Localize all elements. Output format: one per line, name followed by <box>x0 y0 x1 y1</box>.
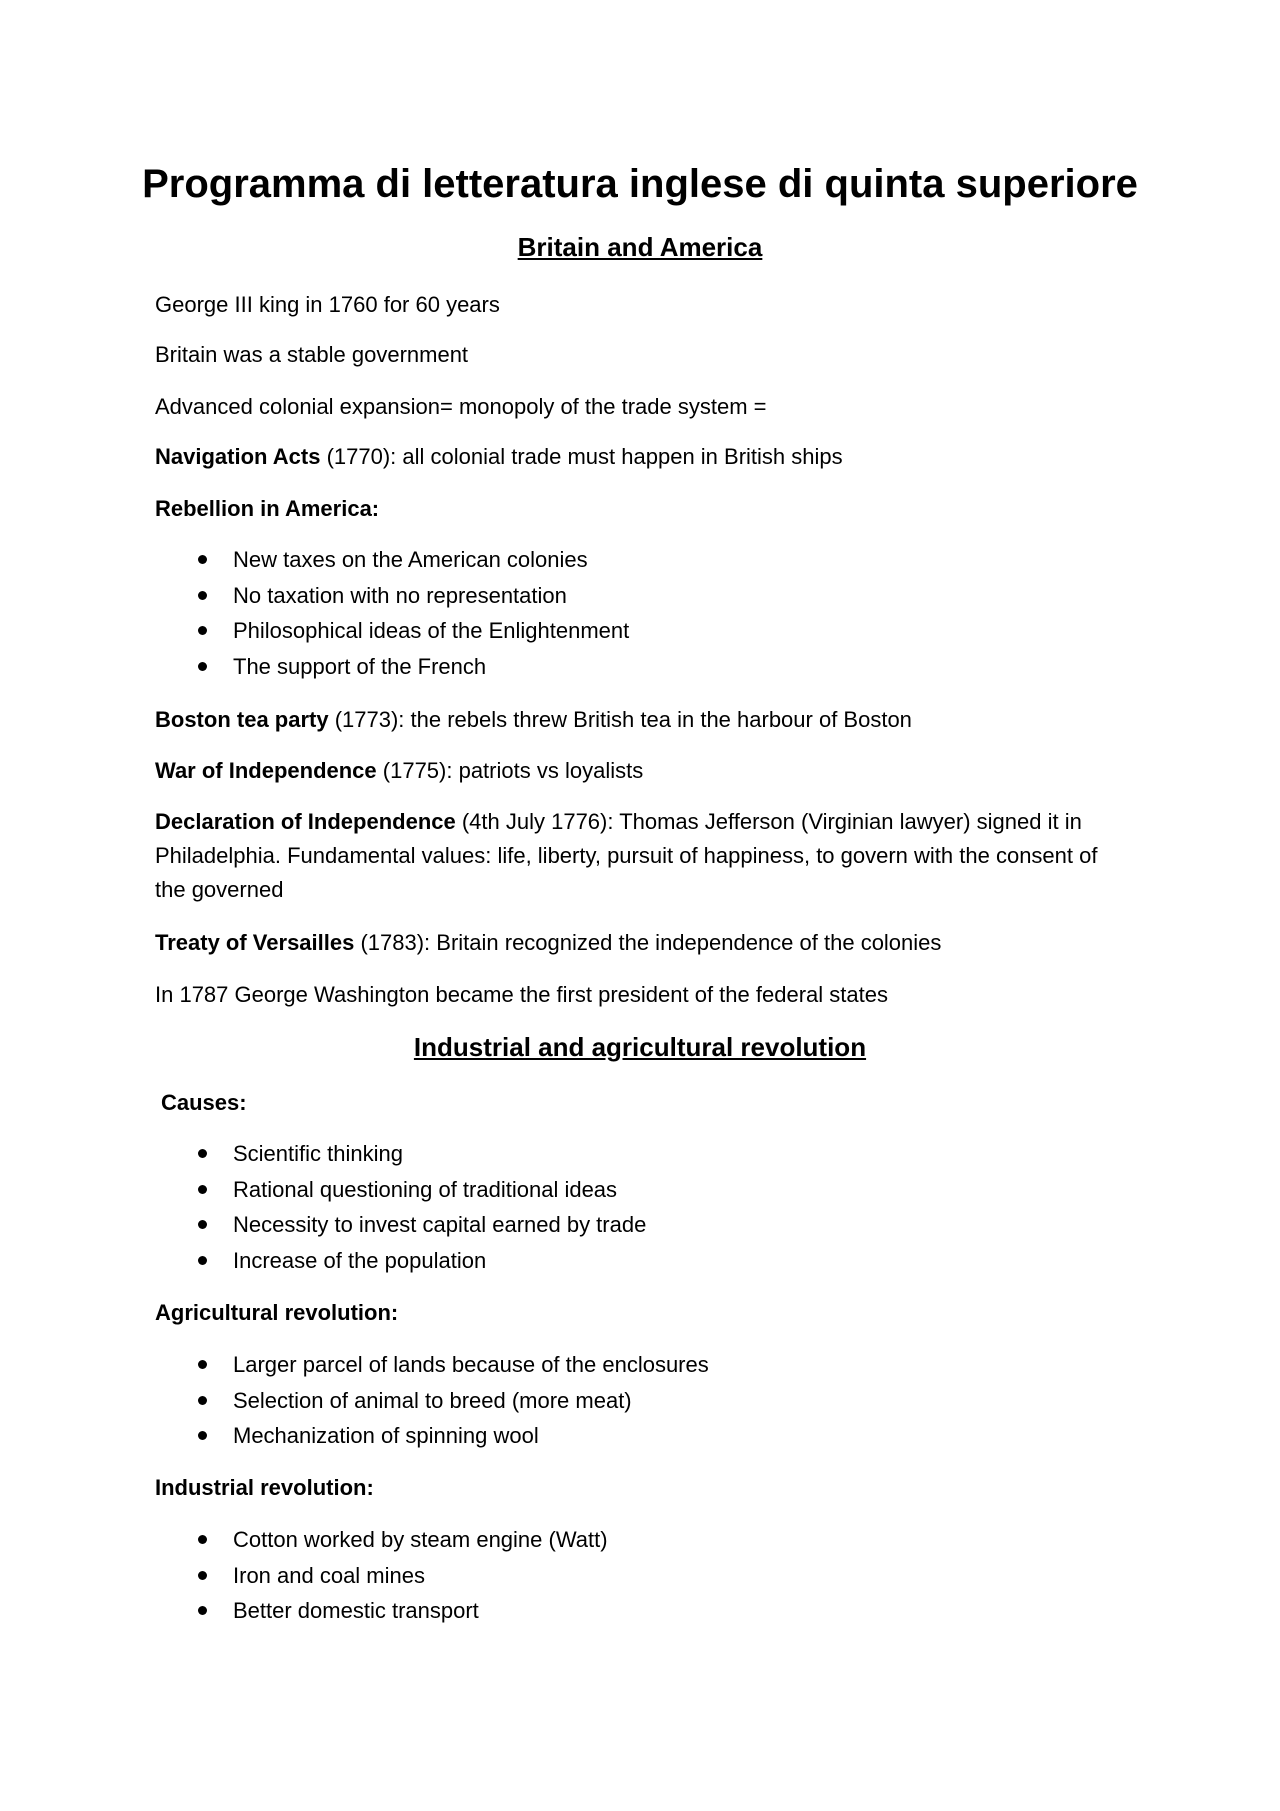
list-item <box>155 1383 1125 1419</box>
term-war-of-independence: War of Independence <box>155 758 377 783</box>
label-agricultural-revolution: Agricultural revolution: <box>155 1300 399 1325</box>
list-item <box>155 1243 1125 1279</box>
bullet-icon <box>198 1185 207 1194</box>
list-item-text: Better domestic transport <box>233 1598 479 1623</box>
list-item-text: Necessity to invest capital earned by trade <box>233 1212 647 1237</box>
bullet-icon <box>198 1571 207 1580</box>
term-navigation-acts: Navigation Acts <box>155 444 321 469</box>
paragraph-stable-government: Britain was a stable government <box>155 342 469 367</box>
paragraph-george-iii: George III king in 1760 for 60 years <box>155 292 500 317</box>
list-item-text: Mechanization of spinning wool <box>233 1423 539 1448</box>
list-item-text: Cotton worked by steam engine (Watt) <box>233 1527 608 1552</box>
paragraph-declaration-of-independence <box>155 805 1125 907</box>
section-heading-britain-america: Britain and America <box>517 232 763 262</box>
bullet-icon <box>198 1535 207 1544</box>
paragraph-colonial-expansion: Advanced colonial expansion= monopoly of the trade system = <box>155 394 767 419</box>
list-agricultural-revolution <box>155 1347 1125 1454</box>
bullet-icon <box>198 591 207 600</box>
list-industrial-revolution <box>155 1522 1125 1629</box>
bullet-icon <box>198 1149 207 1158</box>
list-item-text: Rational questioning of traditional ideas <box>233 1176 618 1202</box>
bullet-icon <box>198 1396 207 1405</box>
list-item <box>155 613 1125 649</box>
text-treaty-of-versailles: (1783): Britain recognized the independence of the colonies <box>354 930 942 955</box>
paragraph-boston-tea-party <box>155 703 1125 737</box>
list-item <box>155 1136 1125 1172</box>
label-industrial-revolution: Industrial revolution: <box>155 1475 374 1500</box>
bullet-icon <box>198 1431 207 1440</box>
paragraph-treaty-of-versailles <box>155 926 1125 960</box>
text-boston-tea-party: (1773): the rebels threw British tea in the harbour of Boston <box>328 707 912 732</box>
paragraph-war-of-independence <box>155 754 1125 788</box>
bullet-icon <box>198 1360 207 1369</box>
list-causes <box>155 1136 1125 1278</box>
list-item <box>155 1172 1125 1208</box>
label-causes: Causes: <box>161 1090 247 1115</box>
bullet-icon <box>198 1220 207 1229</box>
page-title: Programma di letteratura inglese di quinta superiore <box>142 162 1138 206</box>
list-item-text: Scientific thinking <box>233 1141 403 1166</box>
term-treaty-of-versailles: Treaty of Versailles <box>155 930 355 955</box>
label-rebellion-in-america: Rebellion in America: <box>155 496 380 521</box>
bullet-icon <box>198 662 207 671</box>
list-item-text: No taxation with no representation <box>233 582 567 608</box>
paragraph-navigation-acts <box>155 440 1125 474</box>
text-navigation-acts: (1770): all colonial trade must happen in British ships <box>320 444 843 469</box>
list-item-text: Iron and coal mines <box>233 1562 425 1588</box>
bullet-icon <box>198 1606 207 1615</box>
list-rebellion-causes <box>155 542 1125 684</box>
paragraph-george-washington: In 1787 George Washington became the first president of the federal states <box>155 982 888 1007</box>
bullet-icon <box>198 555 207 564</box>
list-item <box>155 1593 1125 1629</box>
list-item <box>155 1418 1125 1454</box>
list-item <box>155 1558 1125 1594</box>
list-item-text: New taxes on the American colonies <box>233 547 588 572</box>
bullet-icon <box>198 626 207 635</box>
list-item <box>155 1522 1125 1558</box>
list-item <box>155 1347 1125 1383</box>
term-boston-tea-party: Boston tea party <box>155 707 329 732</box>
section-heading-industrial-agricultural: Industrial and agricultural revolution <box>413 1032 867 1062</box>
text-declaration-of-independence: (4th July 1776): Thomas Jefferson (Virginian lawyer) signed it in Philadelphia. Fundamental values: life, liberty, pursuit of happiness, to govern with the consent of the governed <box>155 809 1098 902</box>
list-item-text: Philosophical ideas of the Enlightenment <box>233 618 630 643</box>
list-item <box>155 542 1125 578</box>
list-item <box>155 649 1125 685</box>
bullet-icon <box>198 1256 207 1265</box>
list-item <box>155 578 1125 614</box>
list-item-text: The support of the French <box>233 653 487 679</box>
list-item <box>155 1207 1125 1243</box>
list-item-text: Selection of animal to breed (more meat) <box>233 1387 632 1413</box>
term-declaration-of-independence: Declaration of Independence <box>155 809 456 834</box>
list-item-text: Larger parcel of lands because of the enclosures <box>233 1352 709 1377</box>
list-item-text: Increase of the population <box>233 1247 487 1273</box>
text-war-of-independence: (1775): patriots vs loyalists <box>376 758 644 783</box>
